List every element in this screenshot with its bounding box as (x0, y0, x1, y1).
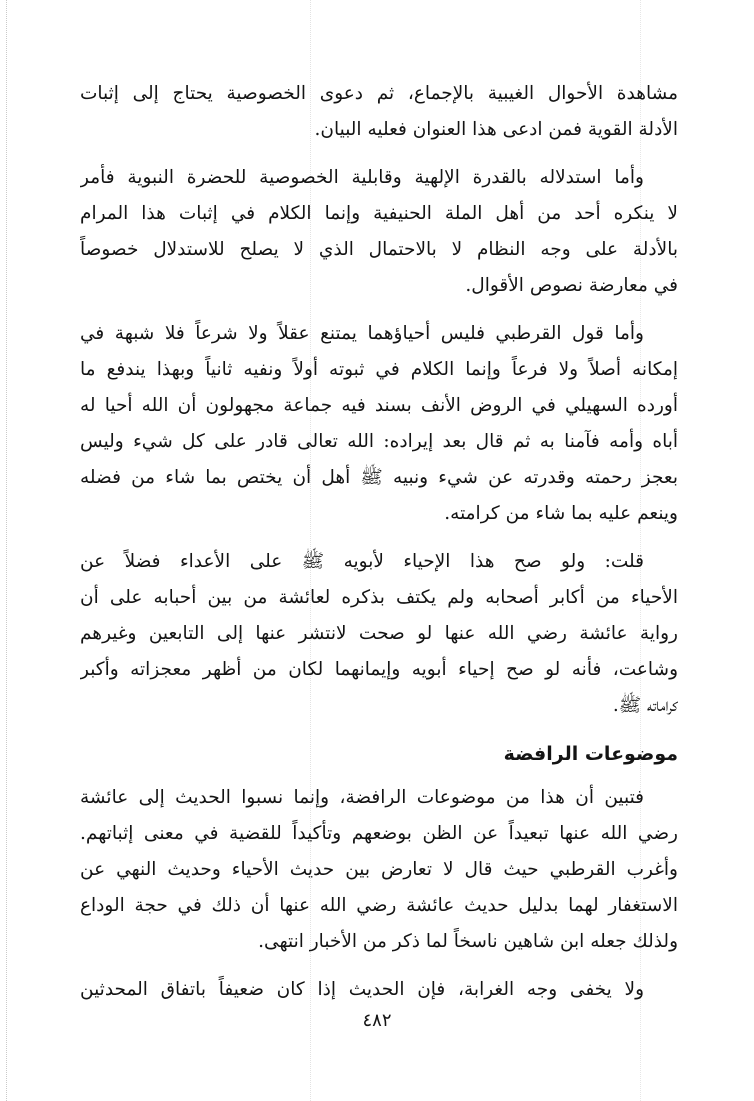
text-line: الأحياء من أكابر أصحابه ولم يكتف بذكره لعائشة من بين أحبابه على أن (80, 587, 678, 608)
page-number: ٤٨٢ (362, 1010, 392, 1031)
text-line: ولذلك جعله ابن شاهين ناسخاً لما ذكر من الأخبار انتهى. (258, 931, 678, 952)
text-line: إمكانه أصلاً ولا فرعاً وإنما الكلام في ثبوته أولاً ونفيه ثانياً وبهذا يندفع ما (80, 359, 678, 380)
text-line: في معارضة نصوص الأقوال. (465, 275, 678, 296)
text-line: فتبين أن هذا من موضوعات الرافضة، وإنما نسبوا الحديث إلى عائشة (80, 787, 644, 808)
text-line: أورده السهيلي في الروض الأنف بسند فيه جماعة مجهولون أن الله أحيا له (80, 395, 678, 416)
scan-fold-line (6, 0, 7, 1101)
text-line: وأغرب القرطبي حيث قال لا تعارض بين حديث الأحياء وحديث النهي عن (80, 859, 678, 880)
text-line: بالأدلة على وجه النظام لا بالاحتمال الذي لا يصلح للاستدلال خصوصاً (80, 239, 678, 260)
paragraph-2 (80, 160, 678, 304)
paragraph-6 (80, 972, 678, 1008)
text-line: قلت: ولو صح هذا الإحياء لأبويه ﷺ على الأعداء فضلاً عن (80, 551, 644, 572)
text-line: وأما قول القرطبي فليس أحياؤهما يمتنع عقلاً ولا شرعاً فلا شبهة في (80, 323, 644, 344)
text-line: رضي الله عنها تبعيداً عن الظن بوضعهم وتأكيداً للقضية في معنى إثباتهم. (80, 823, 678, 844)
section-heading: موضوعات الرافضة (503, 743, 678, 765)
text-line: كراماته ﷺ. (612, 695, 678, 716)
paragraph-1 (80, 76, 678, 148)
text-line: مشاهدة الأحوال الغيبية بالإجماع، ثم دعوى الخصوصية يحتاج إلى إثبات (80, 83, 678, 104)
text-line: أباه وأمه فآمنا به ثم قال بعد إيراده: الله تعالى قادر على كل شيء وليس (80, 431, 678, 452)
paragraph-5 (80, 780, 678, 960)
text-line: ولا يخفى وجه الغرابة، فإن الحديث إذا كان ضعيفاً باتفاق المحدثين (80, 979, 644, 1000)
text-line: وأما استدلاله بالقدرة الإلهية وقابلية الخصوصية للحضرة النبوية فأمر (80, 167, 644, 188)
text-line: بعجز رحمته وقدرته عن شيء ونبيه ﷺ أهل أن يختص بما شاء من فضله (80, 467, 678, 488)
paragraph-3 (80, 316, 678, 532)
text-line: الأدلة القوية فمن ادعى هذا العنوان فعليه البيان. (314, 119, 678, 140)
text-line: لا ينكره أحد من أهل الملة الحنيفية وإنما الكلام في إثبات هذا المرام (80, 203, 678, 224)
text-line: رواية عائشة رضي الله عنها لو صحت لانتشر عنها إلى التابعين وغيرهم (80, 623, 678, 644)
text-line: وينعم عليه بما شاء من كرامته. (444, 503, 678, 524)
page-body (80, 76, 678, 1020)
text-line: وشاعت، فأنه لو صح إحياء أبويه وإيمانهما لكان من أظهر معجزاته وأكبر (80, 659, 678, 680)
paragraph-4 (80, 544, 678, 724)
text-line: الاستغفار لهما بدليل حديث عائشة رضي الله عنها أن ذلك في حجة الوداع (80, 895, 678, 916)
